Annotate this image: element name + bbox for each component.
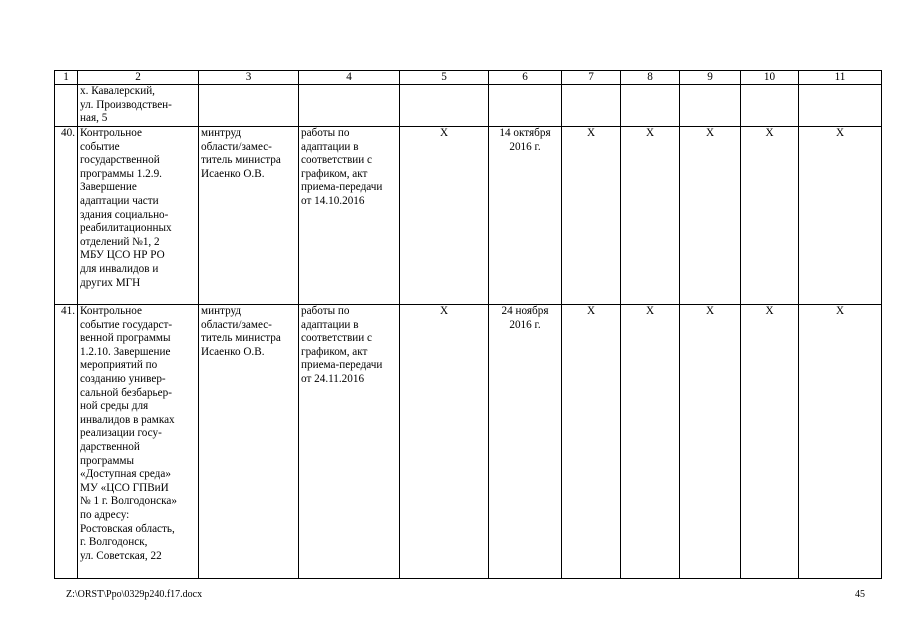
row-number	[55, 85, 78, 127]
row-number: 40.	[55, 127, 78, 305]
table-cell	[400, 85, 489, 127]
event-cell: Контрольное событие государственной программы 1.2.9. Завершение адаптации части здания социально- реабилитационных отделений №1, 2 МБУ ЦСО НР РО для инвалидов и других МГН	[78, 127, 199, 305]
responsible-cell: минтруд области/замес- титель министра Исаенко О.В.	[199, 305, 299, 579]
table-cell: X	[400, 127, 489, 305]
table-row	[55, 127, 882, 305]
event-cell: х. Кавалерский, ул. Производствен- ная, 5	[78, 85, 199, 127]
table-cell: X	[680, 127, 741, 305]
column-header: 6	[489, 71, 562, 85]
page-number: 45	[855, 589, 865, 600]
table-cell	[621, 85, 680, 127]
column-header: 1	[55, 71, 78, 85]
result-cell: работы по адаптации в соответствии с графиком, акт приема-передачи от 14.10.2016	[299, 127, 400, 305]
table-row-continuation	[55, 85, 882, 127]
table-cell: X	[562, 127, 621, 305]
table-cell: X	[741, 305, 799, 579]
table-cell: X	[621, 127, 680, 305]
schedule-table	[54, 70, 882, 579]
result-cell	[299, 85, 400, 127]
table-cell: X	[400, 305, 489, 579]
table-cell: X	[799, 305, 882, 579]
column-header: 10	[741, 71, 799, 85]
column-header: 8	[621, 71, 680, 85]
column-header: 11	[799, 71, 882, 85]
column-header: 3	[199, 71, 299, 85]
table-cell: X	[621, 305, 680, 579]
responsible-cell	[199, 85, 299, 127]
table-cell: X	[562, 305, 621, 579]
table-cell: X	[741, 127, 799, 305]
table-row	[55, 305, 882, 579]
table-cell	[562, 85, 621, 127]
date-cell	[489, 85, 562, 127]
table-cell: X	[680, 305, 741, 579]
column-header: 9	[680, 71, 741, 85]
column-header: 5	[400, 71, 489, 85]
column-header: 7	[562, 71, 621, 85]
table-cell	[680, 85, 741, 127]
table-cell: X	[799, 127, 882, 305]
result-cell: работы по адаптации в соответствии с графиком, акт приема-передачи от 24.11.2016	[299, 305, 400, 579]
column-header: 4	[299, 71, 400, 85]
column-header: 2	[78, 71, 199, 85]
row-number: 41.	[55, 305, 78, 579]
event-cell: Контрольное событие государст- венной программы 1.2.10. Завершение мероприятий по созданию универ- сальной безбарьер- ной среды для инвалидов в рамках реализации госу- дарственной программы «Доступная среда» МУ «ЦСО ГПВиИ № 1 г. Волгодонска» по адресу: Ростовская область, г. Волгодонск, ул. Советская, 22	[78, 305, 199, 579]
date-cell: 14 октября 2016 г.	[489, 127, 562, 305]
responsible-cell: минтруд области/замес- титель министра Исаенко О.В.	[199, 127, 299, 305]
table-cell	[799, 85, 882, 127]
table-cell	[741, 85, 799, 127]
footer-file-path: Z:\ORST\Ppo\0329p240.f17.docx	[66, 589, 203, 600]
date-cell: 24 ноября 2016 г.	[489, 305, 562, 579]
column-number-row	[55, 71, 882, 85]
